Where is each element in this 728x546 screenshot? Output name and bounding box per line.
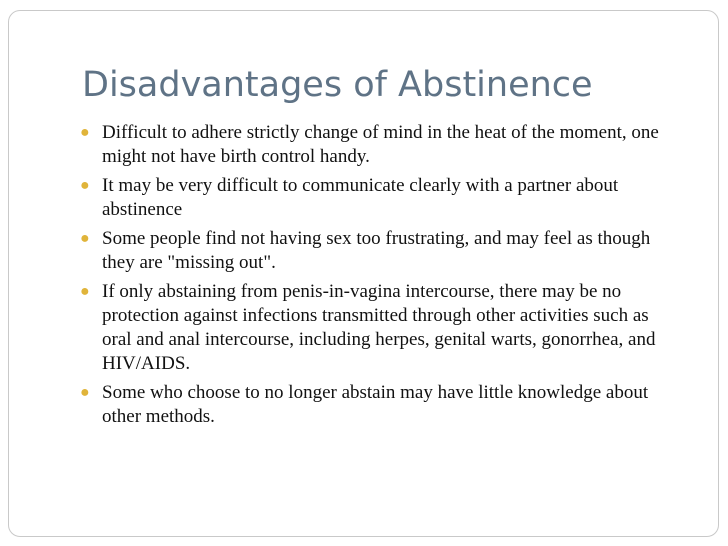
bullet-text: Some people find not having sex too frustrating, and may feel as though they are "missing out". bbox=[102, 228, 651, 273]
bullet-text: Difficult to adhere strictly change of mind in the heat of the moment, one might not have birth control handy. bbox=[102, 122, 659, 167]
bullet-list bbox=[80, 121, 680, 434]
slide-title: Disadvantages of Abstinence bbox=[82, 65, 593, 105]
bullet-item bbox=[80, 227, 680, 275]
bullet-text: It may be very difficult to communicate clearly with a partner about abstinence bbox=[102, 175, 619, 220]
bullet-item bbox=[80, 280, 680, 376]
bullet-dot-icon: ● bbox=[80, 283, 90, 300]
bullet-dot-icon: ● bbox=[80, 124, 90, 141]
bullet-dot-icon: ● bbox=[80, 177, 90, 194]
bullet-item bbox=[80, 174, 680, 222]
bullet-item bbox=[80, 381, 680, 429]
bullet-dot-icon: ● bbox=[80, 384, 90, 401]
bullet-item bbox=[80, 121, 680, 169]
bullet-dot-icon: ● bbox=[80, 230, 90, 247]
bullet-text: If only abstaining from penis-in-vagina intercourse, there may be no protection against infections transmitted through other activities such as oral and anal intercourse, including herpes, genital warts, gonorrhea, and HIV/AIDS. bbox=[102, 281, 656, 374]
bullet-text: Some who choose to no longer abstain may have little knowledge about other methods. bbox=[102, 382, 649, 427]
